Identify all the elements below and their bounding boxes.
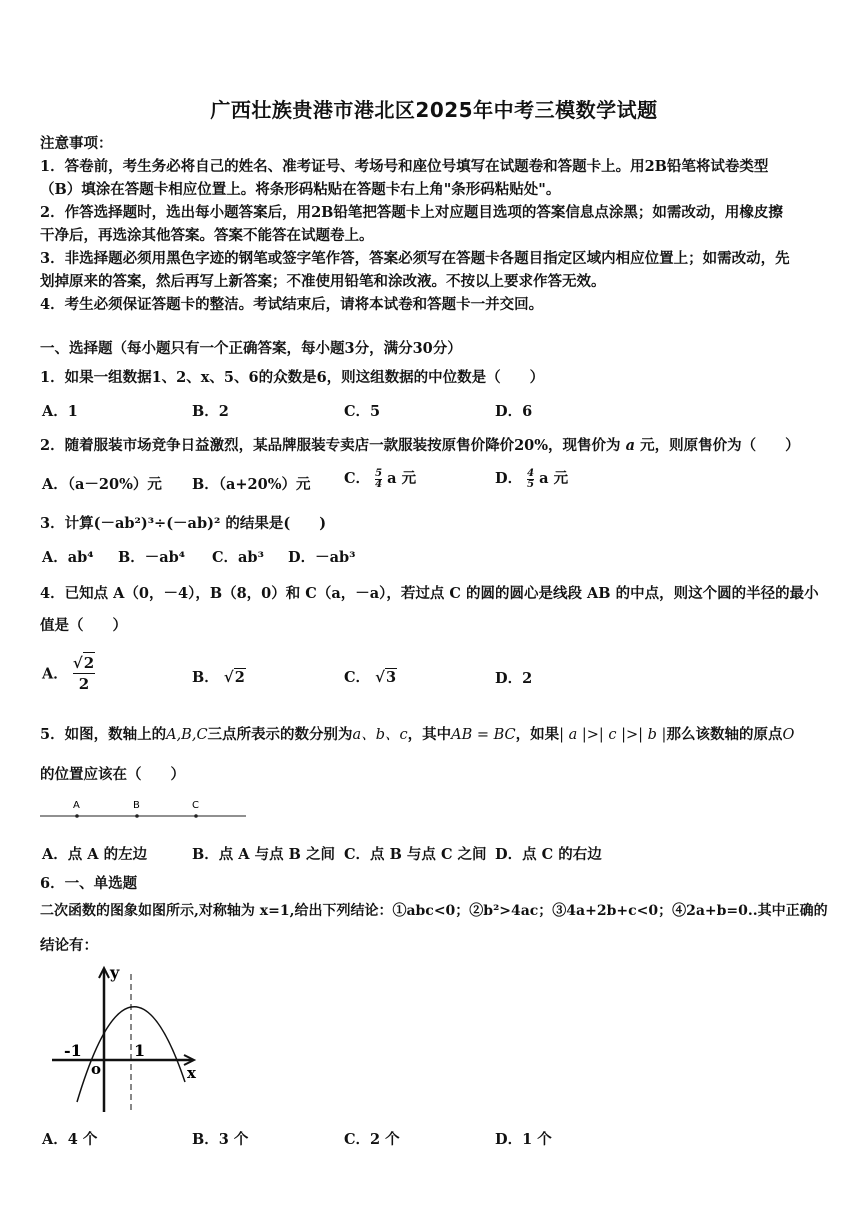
q2-option-d-numerator: 4	[527, 467, 535, 479]
number-line-point-c	[194, 814, 198, 818]
q4-stem-line-1: 4．已知点 A（0，－4），B（8，0）和 C（a，－a），若过点 C 的圆的圆心是线段 AB 的中点，则这个圆的半径的最小	[40, 585, 819, 602]
number-line-label-c: C	[192, 800, 199, 811]
q5-stem-equation: AB = BC	[451, 727, 516, 743]
number-line-label-b: B	[133, 800, 140, 811]
x-axis-label: x	[187, 1064, 196, 1082]
q1-stem: 1．如果一组数据1、2、x、5、6的众数是6，则这组数据的中位数是（ ）	[40, 369, 545, 386]
q2-option-d-fraction	[527, 469, 534, 490]
number-line-point-b	[135, 814, 139, 818]
q4-option-b: B． √2	[192, 668, 245, 686]
q2-option-a: A．（a－20%）元	[42, 476, 162, 493]
q1-option-d: D．6	[495, 403, 533, 420]
q6-option-c: C．2 个	[344, 1131, 400, 1148]
q5-stem-vars: a、b、c	[352, 727, 408, 743]
one-label: 1	[134, 1041, 146, 1060]
q5-stem-part-i: 那么该数轴的原点	[666, 726, 783, 743]
q4-option-c-label: C．	[344, 669, 371, 686]
q2-option-c-label: C．	[344, 470, 371, 487]
q2-stem-a: 2．随着服装市场竞争日益激烈，某品牌服装专卖店一款服装按原售价降价20%，现售价为	[40, 437, 621, 454]
q5-stem-points: A,B,C	[166, 727, 208, 743]
notes-line-1: 1．答卷前，考生务必将自己的姓名、准考证号、考场号和座位号填写在试题卷和答题卡上。用2B铅笔将试卷类型	[40, 158, 769, 175]
q1-option-a: A．1	[42, 403, 78, 420]
q4-option-a-numerator: √2	[72, 654, 95, 672]
q2-stem-b: 元，则原售价为（ ）	[640, 437, 800, 454]
q5-stem-part-a: 5．如图，数轴上的	[40, 726, 167, 743]
page-title: 广西壮族贵港市港北区2025年中考三模数学试题	[210, 98, 658, 122]
q5-stem-line-1	[40, 723, 830, 744]
notes-heading: 注意事项：	[40, 135, 113, 152]
q2-option-b: B．（a+20%）元	[192, 476, 311, 493]
q2-option-d-label: D．	[495, 470, 523, 487]
q2-option-c	[344, 467, 416, 490]
q3-option-b: B．－ab⁴	[118, 549, 186, 566]
q6-option-b: B．3 个	[192, 1131, 249, 1148]
notes-line-5: 3．非选择题必须用黑色字迹的钢笔或签字笔作答，答案必须写在答题卡各题目指定区域内相应位置上；如需改动，先	[40, 250, 790, 267]
parabola-graph	[50, 962, 200, 1122]
q5-stem-inequality: | a |>| c |>| b |	[559, 727, 667, 743]
q1-option-c: C．5	[344, 403, 381, 420]
q2-stem	[40, 434, 830, 455]
number-line-label-a: A	[73, 800, 80, 811]
q2-option-c-fraction	[375, 469, 382, 490]
q3-option-a: A．ab⁴	[42, 549, 94, 566]
q6-option-a: A．4 个	[42, 1131, 98, 1148]
notes-line-6: 划掉原来的答案，然后再写上新答案；不准使用铅笔和涂改液。不按以上要求作答无效。	[40, 273, 606, 290]
q4-stem-line-2: 值是（ ）	[40, 617, 127, 634]
q2-option-d-denominator: 5	[527, 478, 535, 490]
q4-option-a-radicand: 2	[83, 654, 95, 672]
y-axis-label: y	[110, 963, 120, 982]
notes-line-7: 4．考生必须保证答题卡的整洁。考试结束后，请将本试卷和答题卡一并交回。	[40, 296, 544, 313]
q4-option-b-radicand: 2	[234, 669, 245, 686]
origin-label: o	[91, 1060, 102, 1078]
q4-option-c: C． √3	[344, 668, 397, 686]
number-line-figure	[40, 796, 250, 826]
q2-option-c-denominator: 4	[375, 478, 383, 490]
q6-stem-line-2: 结论有：	[40, 937, 98, 954]
neg-one-label: -1	[64, 1041, 82, 1060]
q5-stem-line-2: 的位置应该在（ ）	[40, 766, 185, 783]
q5-option-b: B．点 A 与点 B 之间	[192, 846, 335, 863]
q6-option-d: D．1 个	[495, 1131, 552, 1148]
notes-line-3: 2．作答选择题时，选出每小题答案后，用2B铅笔把答题卡上对应题目选项的答案信息点涂黑；如需改动，用橡皮擦	[40, 204, 783, 221]
q3-option-d: D．－ab³	[288, 549, 356, 566]
q6-stem-line-1: 二次函数的图象如图所示,对称轴为 x=1,给出下列结论：①abc<0；②b²>4ac；③4a+2b+c<0；④2a+b=0..其中正确的	[40, 903, 828, 919]
number-line-point-a	[75, 814, 79, 818]
q5-stem-part-c: 三点所表示的数分别为	[207, 726, 353, 743]
q5-option-c: C．点 B 与点 C 之间	[344, 846, 487, 863]
q4-option-b-label: B．	[192, 669, 219, 686]
q5-stem-origin: O	[782, 727, 795, 743]
q5-option-a: A．点 A 的左边	[42, 846, 148, 863]
notes-line-2: （B）填涂在答题卡相应位置上。将条形码粘贴在答题卡右上角"条形码粘贴处"。	[40, 181, 561, 198]
q2-option-c-numerator: 5	[375, 467, 383, 479]
q2-stem-var: a	[625, 437, 636, 454]
q3-option-c: C．ab³	[212, 549, 264, 566]
q5-stem-part-g: ，如果	[515, 726, 560, 743]
q4-option-a-denominator: 2	[73, 673, 95, 694]
q2-option-d	[495, 467, 568, 490]
q6-header: 6．一、单选题	[40, 875, 138, 892]
q4-option-a-fraction	[73, 652, 95, 694]
q5-option-d: D．点 C 的右边	[495, 846, 602, 863]
q3-stem: 3．计算(－ab²)³÷(－ab)² 的结果是( )	[40, 515, 327, 532]
notes-line-4: 干净后，再选涂其他答案。答案不能答在试题卷上。	[40, 227, 374, 244]
q1-option-b: B．2	[192, 403, 229, 420]
section-heading: 一、选择题（每小题只有一个正确答案，每小题3分，满分30分）	[40, 340, 462, 357]
q2-option-c-tail: a 元	[387, 470, 417, 487]
q4-option-a	[42, 652, 95, 694]
q4-option-d: D．2	[495, 670, 533, 687]
q4-option-c-radicand: 3	[385, 669, 397, 686]
q5-stem-part-e: ，其中	[407, 726, 452, 743]
q2-option-d-tail: a 元	[539, 470, 569, 487]
q4-option-a-label: A．	[42, 665, 68, 683]
